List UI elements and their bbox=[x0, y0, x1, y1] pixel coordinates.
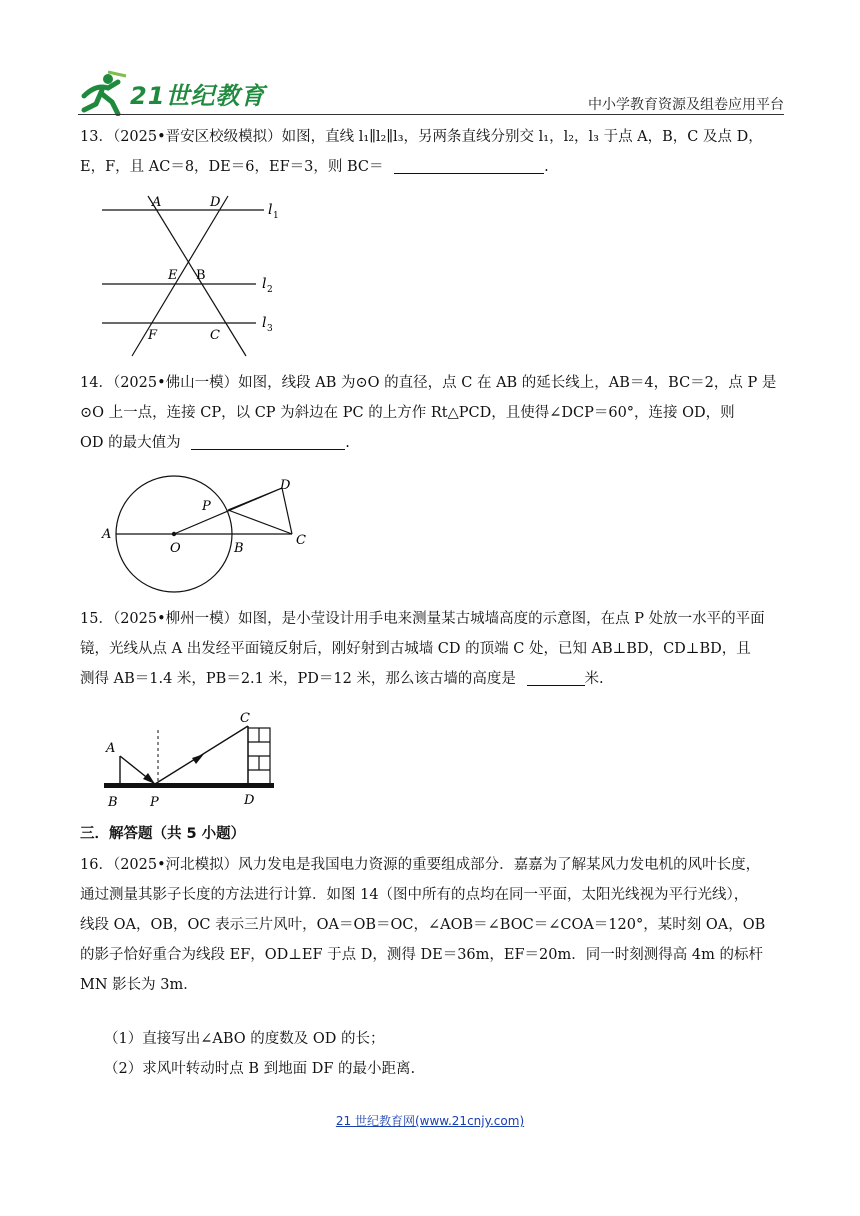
page-footer bbox=[0, 1112, 860, 1129]
q13-figure bbox=[96, 190, 286, 360]
logo-text: 21世纪教育 bbox=[130, 82, 266, 110]
q16-line2: 通过测量其影子长度的方法进行计算．如图 14（图中所有的点均在同一平面，太阳光线视为平行光线）， bbox=[80, 887, 749, 903]
footer-link[interactable]: 21 世纪教育网(www.21cnjy.com) bbox=[335, 1114, 525, 1128]
q13-label-l1-sub: 1 bbox=[273, 211, 279, 221]
q14-line3-end: . bbox=[345, 435, 350, 451]
q13-label-F: F bbox=[148, 328, 158, 343]
q14-label-B: B bbox=[234, 541, 244, 556]
header-divider bbox=[78, 114, 784, 115]
q14-label-C: C bbox=[296, 533, 306, 548]
q13-line1: 13．（2025•晋安区校级模拟）如图，直线 l₁∥l₂∥l₃，另两条直线分别交 l₁，l₂，l₃ 于点 A，B，C 及点 D， bbox=[80, 129, 763, 145]
q13-label-C: C bbox=[210, 328, 220, 343]
q14-label-O: O bbox=[170, 541, 181, 556]
q14-label-D: D bbox=[280, 478, 291, 493]
q15-line3-end: 米. bbox=[584, 671, 604, 687]
q14-answer-blank[interactable] bbox=[191, 433, 345, 450]
q15-line3-text: 测得 AB＝1.4 米，PB＝2.1 米，PD＝12 米，那么该古墙的高度是 bbox=[80, 671, 516, 687]
q16-line5: MN 影长为 3m． bbox=[80, 977, 198, 993]
logo bbox=[78, 70, 278, 116]
page-header bbox=[78, 70, 784, 120]
q13-label-l2-sub: 2 bbox=[267, 285, 273, 295]
q15-line2: 镜，光线从点 A 出发经平面镜反射后，刚好射到古城墙 CD 的顶端 C 处，已知 AB⊥BD，CD⊥BD，且 bbox=[80, 641, 751, 657]
section-heading-3: 三．解答题（共 5 小题） bbox=[80, 826, 246, 842]
question-14 bbox=[80, 368, 782, 458]
q14-line2: ⊙O 上一点，连接 CP，以 CP 为斜边在 PC 的上方作 Rt△PCD，且使得∠DCP＝60°，连接 OD，则 bbox=[80, 405, 735, 421]
q13-answer-blank[interactable] bbox=[394, 157, 544, 174]
q15-label-P: P bbox=[150, 795, 159, 810]
q15-figure bbox=[100, 706, 280, 810]
q13-label-B: B bbox=[196, 268, 206, 283]
q13-label-E: E bbox=[168, 268, 178, 283]
q13-line2-end: . bbox=[544, 159, 549, 175]
q15-label-C: C bbox=[240, 711, 250, 726]
q15-label-D: D bbox=[244, 793, 255, 808]
q16-line4: 的影子恰好重合为线段 EF，OD⊥EF 于点 D，测得 DE＝36m，EF＝20m．同一时刻测得高 4m 的标杆 bbox=[80, 947, 763, 963]
q13-line2-text: E，F，且 AC＝8，DE＝6，EF＝3，则 BC＝ bbox=[80, 159, 384, 175]
q13-line2 bbox=[80, 152, 782, 182]
q14-line3 bbox=[80, 428, 782, 458]
q15-answer-blank[interactable] bbox=[527, 669, 585, 686]
q13-label-A: A bbox=[152, 195, 162, 210]
q15-label-A: A bbox=[106, 741, 116, 756]
q16-subquestion-1: （1）直接写出∠ABO 的度数及 OD 的长； bbox=[104, 1031, 385, 1047]
q14-line1: 14．（2025•佛山一模）如图，线段 AB 为⊙O 的直径，点 C 在 AB 的延长线上，AB＝4，BC＝2，点 P 是 bbox=[80, 375, 777, 391]
q13-label-l2: l bbox=[262, 276, 267, 292]
q16-line3: 线段 OA，OB，OC 表示三片风叶，OA＝OB＝OC，∠AOB＝∠BOC＝∠COA＝120°，某时刻 OA，OB bbox=[80, 917, 766, 933]
runner-logo-icon bbox=[78, 70, 130, 116]
q16-subquestion-2: （2）求风叶转动时点 B 到地面 DF 的最小距离. bbox=[104, 1061, 416, 1077]
q13-label-l3-sub: 3 bbox=[267, 324, 273, 334]
q15-label-B: B bbox=[108, 795, 118, 810]
q14-figure bbox=[96, 470, 326, 600]
q13-label-l3: l bbox=[262, 315, 267, 331]
q13-label-l1: l bbox=[268, 202, 273, 218]
q15-line1: 15．（2025•柳州一模）如图，是小莹设计用手电来测量某古城墙高度的示意图，在点 P 处放一水平的平面 bbox=[80, 611, 765, 627]
question-15 bbox=[80, 604, 782, 694]
q14-label-P: P bbox=[202, 499, 211, 514]
q13-label-D: D bbox=[210, 195, 221, 210]
q14-label-A: A bbox=[102, 527, 112, 542]
q14-line3-text: OD 的最大值为 bbox=[80, 435, 181, 451]
question-13 bbox=[80, 122, 782, 182]
question-16 bbox=[80, 850, 782, 1000]
q15-line3 bbox=[80, 664, 782, 694]
q16-line1: 16．（2025•河北模拟）风力发电是我国电力资源的重要组成部分．嘉嘉为了解某风力发电机的风叶长度， bbox=[80, 857, 761, 873]
header-platform-text: 中小学教育资源及组卷应用平台 bbox=[588, 97, 784, 113]
